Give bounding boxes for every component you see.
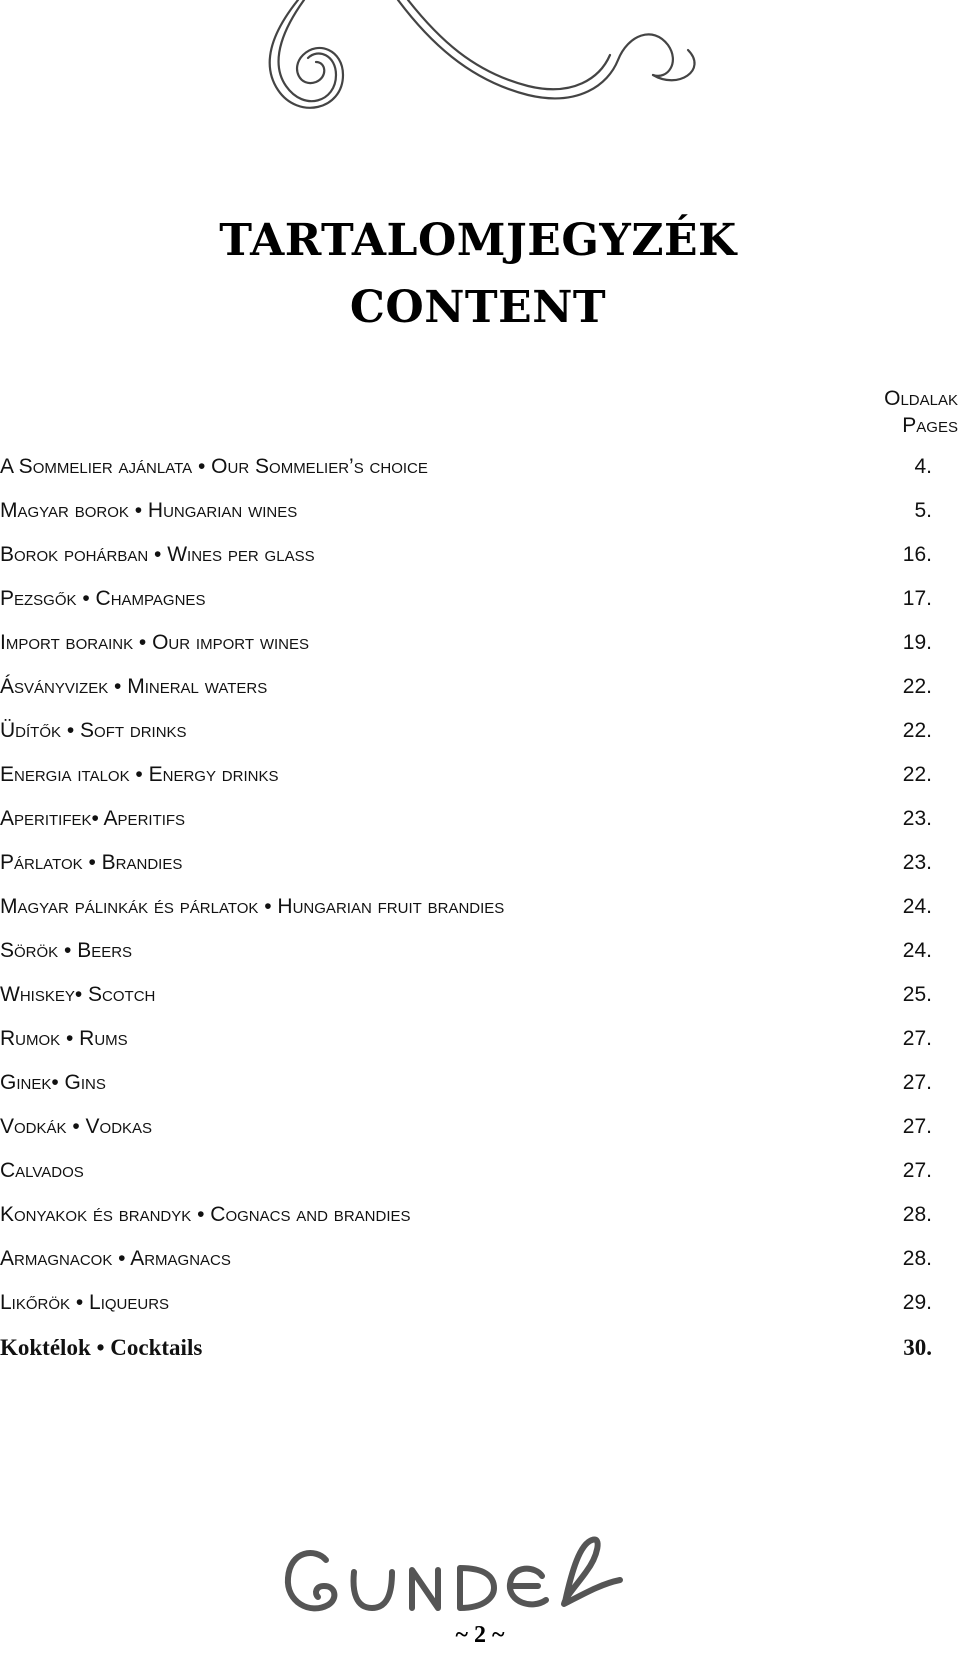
toc-label: Vodkák • Vodkas bbox=[0, 1115, 153, 1138]
toc-label: Ásványvizek • Mineral waters bbox=[0, 675, 268, 698]
pages-column-header bbox=[884, 385, 958, 439]
toc-row[interactable] bbox=[0, 543, 960, 583]
toc-page-number: 27. bbox=[902, 1159, 932, 1182]
toc-row[interactable] bbox=[0, 939, 960, 979]
toc-page-number: 4. bbox=[914, 455, 932, 478]
toc-page-number: 27. bbox=[902, 1071, 932, 1094]
toc-row[interactable] bbox=[0, 587, 960, 627]
toc-label: Energia italok • Energy drinks bbox=[0, 763, 279, 786]
toc-row[interactable] bbox=[0, 1071, 960, 1111]
toc-row[interactable] bbox=[0, 1027, 960, 1067]
toc-label: Üdítők • Soft drinks bbox=[0, 719, 187, 742]
toc-row[interactable] bbox=[0, 1291, 960, 1331]
toc-label: Magyar borok • Hungarian wines bbox=[0, 499, 298, 522]
toc-label: Párlatok • Brandies bbox=[0, 851, 183, 874]
toc-page-number: 27. bbox=[902, 1027, 932, 1050]
toc-row[interactable] bbox=[0, 631, 960, 671]
toc-label: Likőrök • Liqueurs bbox=[0, 1291, 170, 1314]
toc-row[interactable] bbox=[0, 1203, 960, 1243]
gundel-logo-icon bbox=[280, 1530, 640, 1630]
toc-row[interactable] bbox=[0, 763, 960, 803]
toc-page-number: 24. bbox=[902, 939, 932, 962]
toc-row[interactable] bbox=[0, 719, 960, 759]
toc-row[interactable] bbox=[0, 1159, 960, 1199]
toc-label: Magyar pálinkák és párlatok • Hungarian fruit brandies bbox=[0, 895, 505, 918]
toc-label: Whiskey• Scotch bbox=[0, 983, 156, 1006]
toc-row[interactable] bbox=[0, 1247, 960, 1287]
toc-label: Borok pohárban • Wines per glass bbox=[0, 543, 315, 566]
toc-label: Rumok • Rums bbox=[0, 1027, 128, 1050]
pages-label-en: Pages bbox=[902, 414, 958, 437]
toc-row[interactable] bbox=[0, 983, 960, 1023]
toc-page-number: 23. bbox=[902, 807, 932, 830]
toc-page-number: 19. bbox=[902, 631, 932, 654]
page-number: ~ 2 ~ bbox=[455, 1622, 505, 1648]
toc-label: Koktélok • Cocktails bbox=[0, 1335, 203, 1360]
toc-label: Pezsgők • Champagnes bbox=[0, 587, 206, 610]
toc-page-number: 25. bbox=[902, 983, 932, 1006]
toc-page-number: 27. bbox=[902, 1115, 932, 1138]
toc-row[interactable] bbox=[0, 455, 960, 495]
toc-page-number: 22. bbox=[902, 719, 932, 742]
toc-row[interactable] bbox=[0, 851, 960, 891]
page-title-en: CONTENT bbox=[349, 282, 607, 333]
toc-page-number: 22. bbox=[902, 763, 932, 786]
page-title-hu: TARTALOMJEGYZÉK bbox=[219, 215, 737, 266]
toc-row[interactable] bbox=[0, 895, 960, 935]
toc-page-number: 28. bbox=[902, 1203, 932, 1226]
toc-page-number: 23. bbox=[902, 851, 932, 874]
toc-page-number: 16. bbox=[902, 543, 932, 566]
toc-page-number: 17. bbox=[902, 587, 932, 610]
swirl-ornament-icon bbox=[258, 0, 728, 130]
toc-label: Aperitifek• Aperitifs bbox=[0, 807, 186, 830]
toc-row[interactable] bbox=[0, 1335, 960, 1375]
toc-page-number: 5. bbox=[914, 499, 932, 522]
toc-label: Ginek• Gins bbox=[0, 1071, 106, 1094]
toc-label: A Sommelier ajánlata • Our Sommelier’s choice bbox=[0, 455, 428, 478]
toc-label: Konyakok és brandyk • Cognacs and brandies bbox=[0, 1203, 411, 1226]
toc-label: Armagnacok • Armagnacs bbox=[0, 1247, 231, 1270]
pages-label-hu: Oldalak bbox=[884, 387, 958, 410]
toc-label: Import boraink • Our import wines bbox=[0, 631, 309, 654]
toc-page-number: 28. bbox=[902, 1247, 932, 1270]
toc-label: Calvados bbox=[0, 1159, 84, 1182]
toc-page-number: 22. bbox=[902, 675, 932, 698]
toc-row[interactable] bbox=[0, 807, 960, 847]
toc-page-number: 24. bbox=[902, 895, 932, 918]
toc-row[interactable] bbox=[0, 1115, 960, 1155]
toc-page-number: 30. bbox=[903, 1335, 932, 1360]
toc-page-number: 29. bbox=[902, 1291, 932, 1314]
toc-row[interactable] bbox=[0, 675, 960, 715]
toc-label: Sörök • Beers bbox=[0, 939, 133, 962]
toc-row[interactable] bbox=[0, 499, 960, 539]
